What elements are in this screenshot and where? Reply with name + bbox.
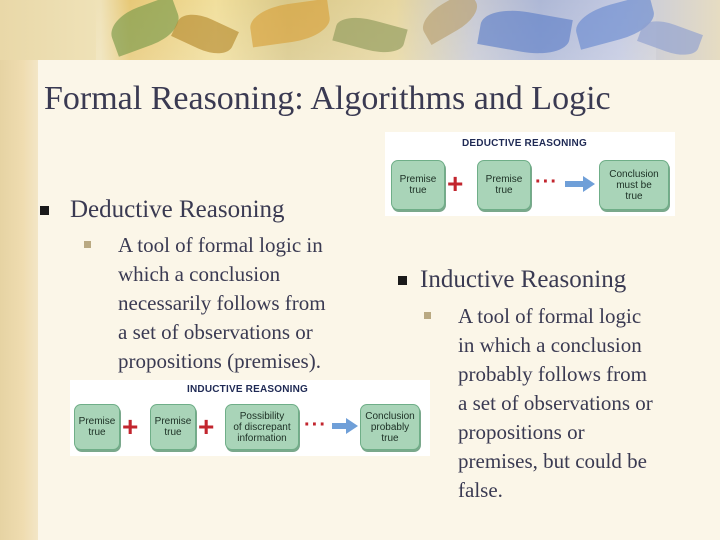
plus-sign: + — [198, 411, 215, 442]
bullet-icon — [40, 206, 49, 215]
inductive-description: A tool of formal logic in which a conclusion probably follows from a set of observations or propositions or premises, but could be false. — [458, 304, 653, 502]
sub-bullet-icon — [424, 312, 431, 319]
deductive-diagram-title: DEDUCTIVE REASONING — [462, 138, 587, 149]
right-arrow-icon — [565, 176, 595, 192]
sub-bullet-icon — [84, 241, 91, 248]
slide-title: Formal Reasoning: Algorithms and Logic — [44, 80, 611, 117]
inductive-heading: Inductive Reasoning — [420, 266, 627, 293]
right-arrow-icon — [332, 418, 358, 434]
premise-box-1: Premise true — [74, 404, 120, 450]
premise-box-2: Premise true — [477, 160, 531, 210]
deductive-description: A tool of formal logic in which a conclusion necessarily follows from a set of observations or propositions (premises). — [118, 233, 326, 373]
conclusion-box: Conclusion probably true — [360, 404, 420, 450]
inductive-description-item — [424, 302, 714, 512]
discrepant-info-box: Possibility of discrepant information — [225, 404, 299, 450]
background-left-strip — [0, 0, 38, 540]
conclusion-box: Conclusion must be true — [599, 160, 669, 210]
plus-sign: + — [447, 168, 464, 199]
decorative-banner — [0, 0, 720, 60]
premise-box-1: Premise true — [391, 160, 445, 210]
bullet-icon — [398, 276, 407, 285]
deductive-heading: Deductive Reasoning — [70, 196, 285, 223]
ellipsis-dots: ··· — [535, 171, 558, 193]
premise-box-2: Premise true — [150, 404, 196, 450]
plus-sign: + — [122, 411, 139, 442]
ellipsis-dots: ··· — [304, 414, 327, 436]
inductive-diagram — [70, 380, 430, 456]
deductive-description-item — [84, 231, 374, 381]
deductive-diagram — [385, 132, 675, 216]
inductive-diagram-title: INDUCTIVE REASONING — [187, 384, 309, 395]
